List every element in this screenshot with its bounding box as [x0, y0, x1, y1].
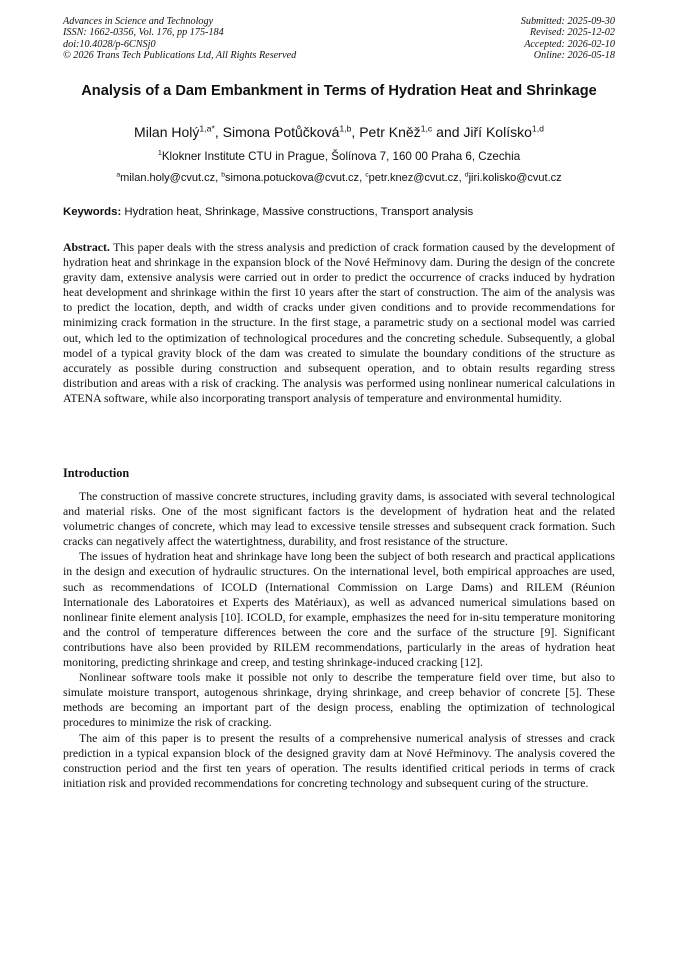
author-name: Petr Kněž: [359, 124, 421, 140]
author-name: Simona Potůčková: [222, 124, 340, 140]
email-separator: ,: [458, 172, 465, 184]
keywords: [63, 206, 615, 218]
email-separator: ,: [215, 172, 222, 184]
journal-name: Advances in Science and Technology: [63, 16, 214, 27]
journal-issn: ISSN: 1662-0356, Vol. 176, pp 175-184: [63, 27, 224, 39]
revised-date: Revised: 2025-12-02: [529, 27, 615, 39]
author-separator: ,: [351, 124, 360, 140]
email-address: jiri.kolisko@cvut.cz: [468, 172, 562, 184]
journal-info: [63, 16, 296, 62]
author-name: Jiří Kolísko: [463, 124, 532, 140]
email-marker: d: [464, 171, 469, 179]
abstract-text: This paper deals with the stress analysis and prediction of crack formation caused by the development of hydration heat and shrinkage in the expansion block of the Nové Heřminovy dam. During the design of the concrete gravity dam, extensive analysis were carried out in order to predict the occurrence of cracks induced by hydration heat development and shrinkage within the first 10 years after the start of construction. The aim of the analysis was to predict the location, depth, and width of cracks under given conditions and to provide recommendations for minimizing crack formation in the structure. In the first stage, a parametric study on a sectional model was carried out, which led to the optimization of technological procedures and the concreting schedule. Subsequently, a global model of a typical gravity block of the dam was created to simulate the boundary conditions of the structure as accurately as possible during construction and subsequent operation, and to obtain results regarding stress distribution and areas with a risk of cracking. The analysis was performed using nonlinear numerical calculations in ATENA software, while also incorporating transport analysis of temperature and environmental humidity.: [63, 240, 615, 405]
email-address: simona.potuckova@cvut.cz: [225, 172, 360, 184]
copyright-line: © 2026 Trans Tech Publications Ltd, All Rights Reserved: [63, 50, 297, 62]
affiliation-marker: 1: [157, 148, 162, 158]
abstract-label: Abstract.: [63, 240, 110, 254]
section-heading-introduction: Introduction: [63, 466, 130, 480]
email-separator: ,: [359, 172, 366, 184]
paragraph: The construction of massive concrete structures, including gravity dams, is associated with several technological and material risks. One of the most significant factors is the development of hydration heat and the related volumetric changes of concrete, which may lead to excessive tensile stresses and subsequent crack formation. Such cracks can negatively affect the watertightness, durability, and frost resistance of the structure.: [63, 489, 615, 549]
author-name: Milan Holý: [134, 124, 200, 140]
author-affil-marker: 1,b: [339, 123, 352, 134]
introduction-body: [63, 489, 615, 791]
journal-doi: doi:10.4028/p-6CNSj0: [63, 38, 156, 50]
accepted-date: Accepted: 2026-02-10: [524, 38, 615, 50]
submitted-date: Submitted: 2025-09-30: [520, 16, 615, 27]
keywords-label: Keywords:: [63, 206, 122, 218]
author-emails: [40, 172, 638, 184]
affiliation-text: Klokner Institute CTU in Prague, Šolínova 7, 160 00 Praha 6, Czechia: [161, 150, 521, 163]
publication-dates: [521, 16, 615, 62]
author-affil-marker: 1,c: [420, 123, 433, 134]
affiliation: [60, 150, 618, 163]
author-affil-marker: 1,d: [531, 123, 544, 134]
email-marker: a: [116, 171, 121, 179]
author-affil-marker: 1,a*: [199, 123, 215, 134]
email-address: petr.knez@cvut.cz: [368, 172, 459, 184]
author-list: [60, 124, 618, 140]
abstract: [63, 240, 615, 406]
author-separator: ,: [214, 124, 223, 140]
paragraph: Nonlinear software tools make it possible not only to describe the temperature field over time, but also to simulate moisture transport, autogenous shrinkage, drying shrinkage, and creep behavior of concrete [5]. These methods are becoming an important part of the design process, enabling the optimization of technological procedures to minimize the risk of cracking.: [63, 670, 615, 730]
paragraph: The issues of hydration heat and shrinkage have long been the subject of both research and practical applications in the design and execution of hydraulic structures. On the international level, both empirical approaches are used, such as recommendations of ICOLD (International Commission on Large Dams) and RILEM (Réunion Internationale des Laboratoires et Experts des Matériaux), as well as advanced numerical simulations based on nonlinear finite element analysis [10]. ICOLD, for example, emphasizes the need for in-situ temperature monitoring and the control of temperature differences between the core and the surface of the structure [9]. Significant contributions have also been provided by RILEM recommendations, particularly in the areas of hydration heat monitoring, predicting shrinkage and creep, and testing shrinkage-induced cracking [12].: [63, 549, 615, 670]
keywords-text: Hydration heat, Shrinkage, Massive constructions, Transport analysis: [124, 206, 474, 218]
email-marker: b: [221, 171, 225, 179]
email-address: milan.holy@cvut.cz: [120, 172, 216, 184]
author-separator: and: [432, 124, 464, 140]
paper-title: Analysis of a Dam Embankment in Terms of Hydration Heat and Shrinkage: [81, 83, 597, 99]
online-date: Online: 2026-05-18: [533, 50, 615, 62]
paragraph: The aim of this paper is to present the results of a comprehensive numerical analysis of stresses and crack prediction in a typical expansion block of the designed gravity dam at Nové Heřminovy. The analysis covered the construction period and the first ten years of operation. The results identified critical periods in terms of crack initiation risk and provided recommendations for concreting technology and subsequent curing of the structure.: [63, 730, 615, 790]
email-marker: c: [365, 171, 369, 179]
